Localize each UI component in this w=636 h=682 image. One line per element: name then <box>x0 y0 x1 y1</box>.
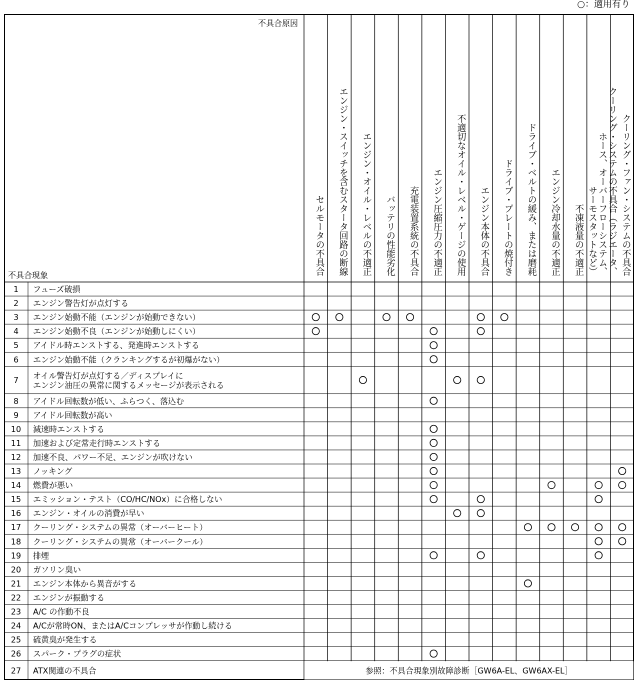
symptom-text: ガソリン臭い <box>33 565 81 575</box>
symptom-text: アイドル回転数が低い、ふらつく、落込む <box>33 396 185 406</box>
causes-header-label: 不具合原因 <box>258 19 298 28</box>
cause-label: 不適切なオイル・レベル・ゲージの使用 <box>455 114 466 276</box>
applicable-mark <box>430 552 437 559</box>
applicable-mark <box>477 496 484 503</box>
row-number: 3 <box>13 313 19 323</box>
row-number: 12 <box>10 452 22 462</box>
symptom-text: エンジン始動不能（エンジンが始動できない） <box>33 313 201 323</box>
cause-header-2 <box>337 87 348 276</box>
applicable-mark <box>383 314 390 321</box>
cause-header-1 <box>314 195 325 277</box>
row-number: 21 <box>10 579 22 589</box>
cause-label: エンジン圧縮圧力の不適正 <box>431 168 442 276</box>
applicable-mark <box>548 481 555 488</box>
row-number: 18 <box>10 537 22 547</box>
applicable-mark <box>595 524 602 531</box>
symptom-text-line2: エンジン油圧の異常に関するメッセージが表示される <box>33 381 225 391</box>
symptom-text: エンジン始動不能（クランキングするが初爆がない） <box>33 355 225 365</box>
symptom-text: 硫黄臭が発生する <box>33 635 97 645</box>
symptom-text: ノッキング <box>33 467 73 477</box>
reference-text: 参照：不具合現象別故障診断［GW6A-EL、GW6AX-EL］ <box>365 666 573 676</box>
diagnosis-grid <box>4 14 634 680</box>
applicable-mark <box>595 481 602 488</box>
applicable-mark <box>501 314 508 321</box>
applicable-mark <box>406 314 413 321</box>
applicable-mark <box>430 467 437 474</box>
symptom-text: オイル警告灯が点灯する／ディスプレイに <box>33 371 184 381</box>
diagnosis-table <box>4 14 634 680</box>
applicable-mark <box>430 328 437 335</box>
cause-label: クーリング・ファン・システムの不具合 <box>620 114 631 276</box>
row-number: 19 <box>10 551 22 561</box>
applicable-mark <box>619 538 626 545</box>
applicable-mark <box>312 314 319 321</box>
row-number: 5 <box>13 341 19 351</box>
row-number: 23 <box>10 607 22 617</box>
applicable-mark <box>595 552 602 559</box>
row-number: 14 <box>10 481 22 491</box>
cause-label: サーモスタットなど） <box>586 186 597 276</box>
applicable-mark <box>595 538 602 545</box>
row-number: 10 <box>10 424 22 434</box>
cause-header-4 <box>385 195 396 276</box>
applicable-mark <box>430 453 437 460</box>
symptom-text: 排煙 <box>33 551 49 561</box>
symptom-text: 加速および定常走行時エンストする <box>33 438 161 448</box>
cause-label: エンジン・オイル・レベルの不適正 <box>360 132 371 276</box>
row-number: 15 <box>10 495 22 505</box>
applicable-mark <box>524 580 531 587</box>
applicable-mark <box>619 467 626 474</box>
applicable-mark <box>571 524 578 531</box>
cause-header-9 <box>502 159 513 276</box>
applicable-mark <box>524 524 531 531</box>
symptom-text: エンジン始動不良（エンジンが始動しにくい） <box>33 327 201 337</box>
applicable-mark <box>548 524 555 531</box>
row-number: 8 <box>13 396 19 406</box>
cause-header-11 <box>550 168 561 276</box>
symptom-text: A/C の作動不良 <box>33 607 90 617</box>
symptom-text: エミッション・テスト（CO/HC/NOx）に合格しない <box>33 495 223 505</box>
applicable-mark <box>430 342 437 349</box>
applicable-mark <box>477 328 484 335</box>
applicable-mark <box>454 510 461 517</box>
cause-label: エンジン本体の不具合 <box>478 186 489 276</box>
cause-header-8 <box>479 186 490 277</box>
symptom-text: ATX関連の不具合 <box>33 666 97 676</box>
applicable-mark <box>477 376 484 383</box>
symptom-text: クーリング・システムの異常（オーバークール） <box>33 537 208 547</box>
cause-header-7 <box>455 114 466 277</box>
row-number: 20 <box>10 565 22 575</box>
cause-label: エンジン冷却水量の不適正 <box>549 168 560 276</box>
cause-label: クーリング・システムの不具合（ラジエータ、 <box>606 87 617 276</box>
symptom-text: アイドル回転数が高い <box>33 410 113 420</box>
row-number: 4 <box>13 327 19 337</box>
applicable-mark <box>430 650 437 657</box>
symptoms-header-label: 不具合現象 <box>8 271 48 280</box>
row-number: 27 <box>10 666 22 676</box>
applicable-mark <box>312 328 319 335</box>
applicable-mark <box>430 425 437 432</box>
symptom-text: アイドル時エンストする、発進時エンストする <box>33 341 200 351</box>
cause-label: ドライブ・ベルトの緩み、または磨耗 <box>525 123 536 276</box>
symptom-text: フューズ破損 <box>33 285 81 295</box>
symptom-text: 燃費が悪い <box>33 481 73 491</box>
symptom-text: クーリング・システムの異常（オーバーヒート） <box>33 523 208 533</box>
row-number: 17 <box>10 523 22 533</box>
cause-label: ドライブ・プレートの焼付き <box>502 159 513 276</box>
row-number: 13 <box>10 467 22 477</box>
symptom-text: スパーク・プラグの症状 <box>33 649 121 659</box>
row-number: 24 <box>10 621 22 631</box>
legend-note: ○：適用有り <box>577 0 630 10</box>
cause-header-6 <box>432 168 443 276</box>
symptom-text: エンジン本体から異音がする <box>33 579 137 589</box>
row-number: 25 <box>10 635 22 645</box>
symptom-text: A/Cが常時ON、またはA/Cコンプレッサが作動し続ける <box>33 621 233 631</box>
applicable-mark <box>477 314 484 321</box>
row-number: 1 <box>13 285 19 295</box>
applicable-mark <box>454 376 461 383</box>
applicable-mark <box>430 439 437 446</box>
cause-label: 充電装置系統の不具合 <box>408 186 419 276</box>
cause-header-12 <box>573 204 584 276</box>
cause-label: ホース、オーバーフローシステム、 <box>596 132 607 276</box>
cause-label: バッテリの性能劣化 <box>384 195 395 276</box>
row-number: 9 <box>13 410 19 420</box>
applicable-mark <box>477 510 484 517</box>
row-number: 26 <box>10 649 22 659</box>
applicable-mark <box>430 481 437 488</box>
applicable-mark <box>430 496 437 503</box>
cause-header-5 <box>408 185 419 277</box>
applicable-mark <box>359 376 366 383</box>
cause-header-14 <box>620 114 631 277</box>
applicable-mark <box>619 524 626 531</box>
symptom-text: 加速不良、パワー不足、エンジンが吹けない <box>33 452 193 462</box>
applicable-mark <box>430 356 437 363</box>
applicable-mark <box>336 314 343 321</box>
cause-label: セルモータの不具合 <box>313 195 324 276</box>
symptom-text: エンジン警告灯が点灯する <box>33 299 129 309</box>
row-number: 11 <box>10 438 22 448</box>
applicable-mark <box>477 552 484 559</box>
row-number: 6 <box>13 355 19 365</box>
applicable-mark <box>595 496 602 503</box>
symptom-text: エンジンが振動する <box>33 593 105 603</box>
row-number: 16 <box>10 509 22 519</box>
symptom-text: エンジン・オイルの消費が早い <box>33 509 145 519</box>
cause-label: エンジン・スイッチを含むスタータ回路の断線 <box>337 87 348 276</box>
row-number: 7 <box>13 376 19 386</box>
cause-header-10 <box>526 123 537 277</box>
cause-header-13 <box>587 87 618 276</box>
cause-label: 不凍液量の不適正 <box>573 204 584 276</box>
row-number: 2 <box>13 299 19 309</box>
applicable-mark <box>430 397 437 404</box>
cause-header-3 <box>361 132 372 276</box>
symptom-text: 減速時エンストする <box>33 424 105 434</box>
row-number: 22 <box>10 593 22 603</box>
applicable-mark <box>619 481 626 488</box>
